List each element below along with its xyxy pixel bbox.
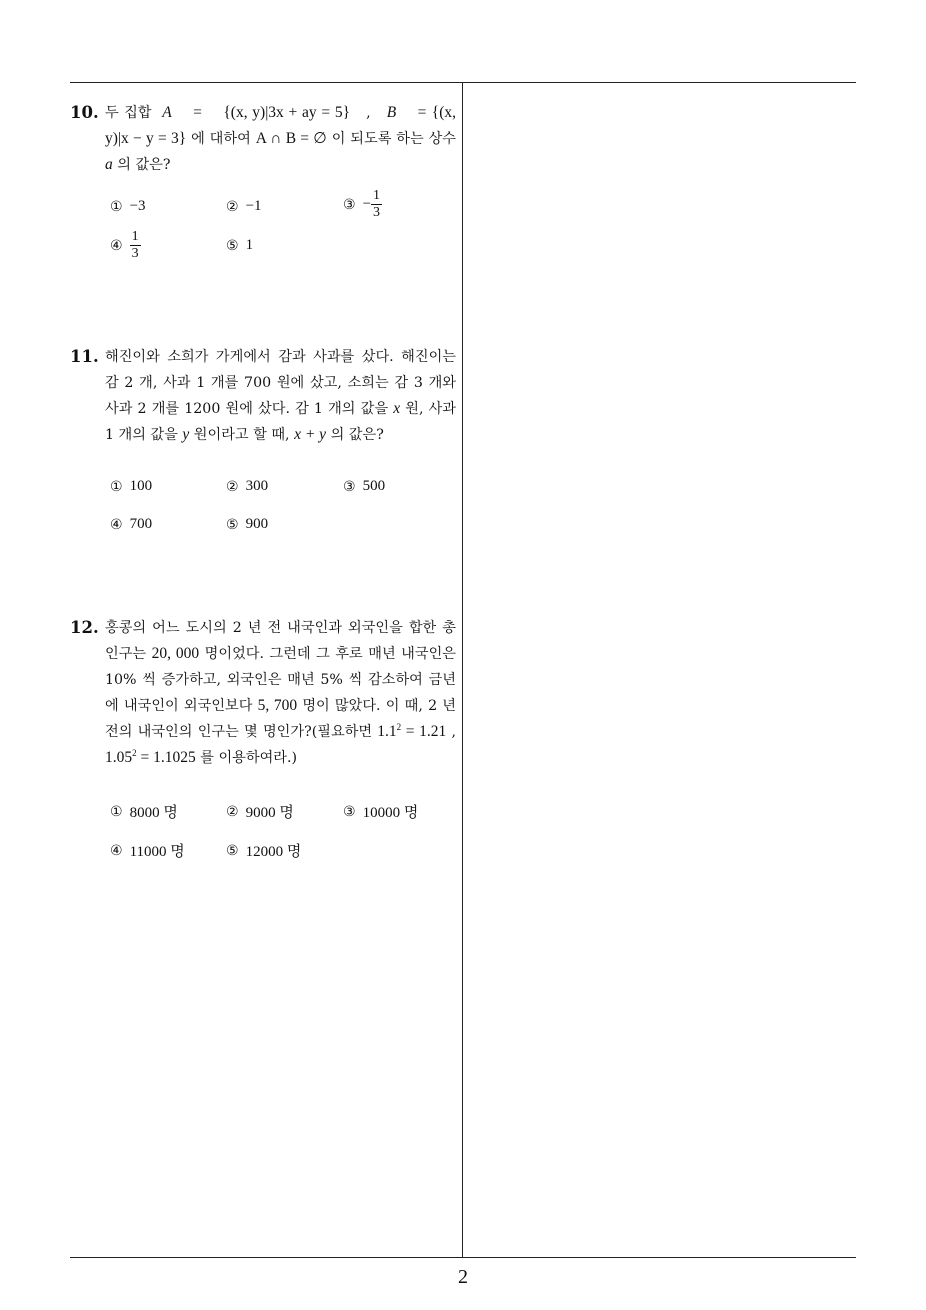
choice-value: 12000 명 bbox=[245, 844, 302, 860]
choice-4[interactable] bbox=[110, 229, 141, 262]
choice-2[interactable] bbox=[226, 198, 262, 215]
fraction-numerator: 1 bbox=[131, 229, 139, 244]
fraction bbox=[130, 229, 141, 262]
question-11 bbox=[70, 344, 456, 544]
choice-5[interactable] bbox=[226, 840, 301, 861]
choice-value: 500 bbox=[362, 478, 386, 495]
hint-1-base: 1.1 bbox=[377, 723, 397, 740]
hint-1-rhs: = 1.21 bbox=[405, 723, 447, 740]
choice-value: −3 bbox=[129, 198, 146, 215]
intersection-condition: A ∩ B = ∅ bbox=[255, 130, 327, 147]
choice-mark: ② bbox=[226, 478, 239, 495]
choice-mark: ① bbox=[110, 198, 123, 215]
choice-mark: ④ bbox=[110, 842, 123, 859]
choice-mark: ③ bbox=[343, 803, 356, 820]
choice-2[interactable] bbox=[226, 801, 294, 822]
choice-4[interactable] bbox=[110, 516, 152, 533]
choice-1[interactable] bbox=[110, 198, 146, 215]
choice-5[interactable] bbox=[226, 516, 268, 533]
fraction bbox=[371, 188, 382, 221]
choice-value: 1 bbox=[245, 237, 254, 254]
q12-text-2: 명이었다. 그런데 그 후로 매년 내국인은 10% 씩 증가하고, 외국인은 매년 5% 씩 감소하여 금년에 내국인이 외국인보다 bbox=[105, 646, 456, 714]
set-a-name: A bbox=[162, 104, 172, 121]
variable-x: x bbox=[393, 400, 401, 417]
choice-1[interactable] bbox=[110, 801, 178, 822]
expression: x + y bbox=[294, 426, 327, 443]
question-number: 11. bbox=[70, 347, 99, 366]
choice-3[interactable] bbox=[343, 801, 418, 822]
question-number: 12. bbox=[70, 618, 99, 637]
q10-text-3: 이 되도록 하는 상수 bbox=[331, 131, 456, 147]
hint-separator: , bbox=[451, 724, 456, 740]
choice-value: 8000 명 bbox=[129, 805, 178, 821]
fraction-denominator: 3 bbox=[373, 205, 381, 220]
q11-text-2: 원, 사과 1 개의 값을 bbox=[105, 401, 456, 443]
choice-mark: ③ bbox=[343, 196, 356, 213]
hint-2-base: 1.05 bbox=[105, 749, 133, 766]
q10-text-2: 에 대하여 bbox=[191, 131, 251, 147]
comma: , bbox=[366, 105, 371, 121]
q10-text-4: 의 값은? bbox=[117, 157, 171, 173]
question-12-text bbox=[70, 615, 456, 771]
choice-mark: ③ bbox=[343, 478, 356, 495]
fraction-numerator: 1 bbox=[373, 188, 381, 203]
choice-3[interactable] bbox=[343, 478, 385, 495]
choice-sign: − bbox=[362, 196, 372, 212]
question-12 bbox=[70, 615, 456, 867]
answer-choices bbox=[70, 188, 456, 284]
answer-choices bbox=[70, 787, 456, 867]
choice-value: 10000 명 bbox=[362, 805, 419, 821]
question-number: 10. bbox=[70, 103, 99, 122]
choice-4[interactable] bbox=[110, 840, 185, 861]
equals-sign: = bbox=[193, 104, 202, 121]
choice-value: 11000 명 bbox=[129, 844, 185, 860]
page-number: 2 bbox=[458, 1266, 468, 1288]
choice-mark: ⑤ bbox=[226, 842, 239, 859]
q11-text-1: 해진이와 소희가 가게에서 감과 사과를 샀다. 해진이는 감 2 개, 사과 1 개를 700 원에 샀고, 소희는 감 3 개와 사과 2 개를 1200 원에 샀다. 감 1 개의 값을 bbox=[105, 349, 456, 417]
choice-mark: ④ bbox=[110, 516, 123, 533]
constant-a: a bbox=[105, 156, 113, 173]
total-population: 20, 000 bbox=[151, 645, 200, 662]
choice-value: 900 bbox=[245, 516, 269, 533]
equals-sign: = bbox=[417, 104, 427, 121]
choice-mark: ⑤ bbox=[226, 237, 239, 254]
q12-text-3: 명이 많았다. 이 때, 2 년 전의 내국인의 인구는 몇 명인가?(필요하면 bbox=[105, 698, 456, 740]
q11-text-3: 원이라고 할 때, bbox=[193, 427, 290, 443]
choice-value: 9000 명 bbox=[245, 805, 294, 821]
set-b-name: B bbox=[386, 104, 397, 121]
set-b-definition: {(x, y)|x − y = 3} bbox=[105, 104, 457, 147]
variable-y: y bbox=[182, 426, 190, 443]
hint-2-exponent: 2 bbox=[132, 748, 137, 758]
choice-2[interactable] bbox=[226, 478, 268, 495]
header-rule bbox=[70, 82, 856, 83]
choice-mark: ① bbox=[110, 803, 123, 820]
population-difference: 5, 700 bbox=[257, 697, 298, 714]
choice-1[interactable] bbox=[110, 478, 152, 495]
choice-3[interactable] bbox=[343, 188, 382, 221]
q11-text-4: 의 값은? bbox=[330, 427, 384, 443]
choice-value: 300 bbox=[245, 478, 269, 495]
q12-text-1: 홍콩의 어느 도시의 2 년 전 내국인과 외국인을 합한 총 인구는 bbox=[105, 620, 456, 662]
footer-rule bbox=[70, 1257, 856, 1258]
choice-mark: ④ bbox=[110, 237, 123, 254]
choice-mark: ① bbox=[110, 478, 123, 495]
choice-value: 100 bbox=[129, 478, 153, 495]
answer-choices bbox=[70, 464, 456, 544]
hint-2 bbox=[105, 749, 196, 766]
choice-mark: ② bbox=[226, 803, 239, 820]
choice-5[interactable] bbox=[226, 237, 253, 254]
question-10 bbox=[70, 100, 456, 284]
question-11-text bbox=[70, 344, 456, 448]
q10-text-1: 두 집합 bbox=[105, 105, 152, 121]
set-a-definition: {(x, y)|3x + ay = 5} bbox=[223, 104, 351, 121]
choice-value: 700 bbox=[129, 516, 153, 533]
q12-text-4: 를 이용하여라.) bbox=[200, 750, 298, 766]
question-10-text bbox=[70, 100, 456, 178]
hint-2-rhs: = 1.1025 bbox=[140, 749, 196, 766]
choice-mark: ⑤ bbox=[226, 516, 239, 533]
fraction-denominator: 3 bbox=[131, 246, 139, 261]
hint-1-exponent: 2 bbox=[396, 722, 402, 732]
column-divider bbox=[462, 82, 463, 1258]
hint-1 bbox=[377, 723, 446, 740]
choice-mark: ② bbox=[226, 198, 239, 215]
choice-value: −1 bbox=[245, 198, 262, 215]
